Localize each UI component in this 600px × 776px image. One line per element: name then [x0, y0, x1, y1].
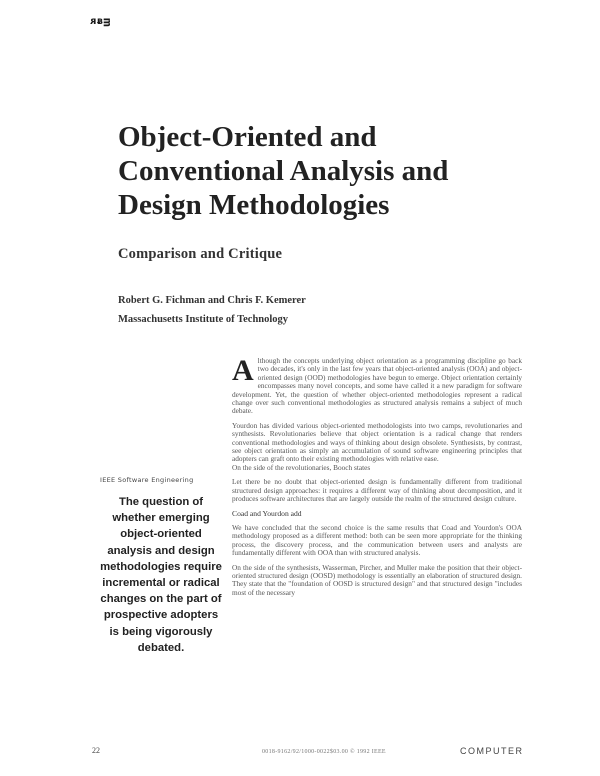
title-line: Conventional Analysis and [118, 155, 449, 187]
author-names: Robert G. Fichman and Chris F. Kemerer [118, 295, 306, 306]
block-quote: Let there be no doubt that object-oriented design is fundamentally different from traditional structured design approaches: it requires a different way of thinking about decomposition, and it produces software architectures that are largely outside the realm of the structured design culture. [232, 477, 522, 504]
footer-copyright: 0018-9162/92/1000-0022$03.00 © 1992 IEEE [262, 749, 386, 755]
corner-mark: ᴙᴃᴟ [90, 16, 111, 27]
body-paragraph [232, 354, 522, 416]
body-paragraph: On the side of the synthesists, Wasserman, Pircher, and Muller make the position that their object-oriented structured design (OOSD) methodology is essentially an elaboration of structured design. They state that the "foundation of OOSD is structured design" and that structured design "includes most of the necessary [232, 562, 522, 597]
page-number: 22 [92, 746, 100, 755]
body-column [232, 354, 522, 597]
title-line: Design Methodologies [118, 189, 390, 221]
paragraph-text: lthough the concepts underlying object orientation as a programming discipline go back two decades, it's only in the last few years that object-oriented analysis (OOA) and object-oriented design (OOD) methodologies have begun to emerge. Object orientation certainly encompasses many novel concepts, and some have called it a new paradigm for software development. Yet, the question of whether object-oriented methodologies represent a radical change over such conventional methodologies as structured analysis remains a subject of much debate. [232, 356, 522, 416]
author-affiliation: Massachusetts Institute of Technology [118, 314, 289, 325]
footer-journal: COMPUTER [460, 746, 524, 756]
article-subtitle: Comparison and Critique [118, 246, 283, 262]
pull-quote: The question of whether emerging object-oriented analysis and design methodologies require incremental or radical changes on the part of prospective adopters is being vigorously debated. [100, 496, 222, 654]
sidebar-kicker: IEEE Software Engineering [100, 476, 194, 484]
byline [118, 291, 306, 329]
drop-cap: A [232, 354, 254, 387]
body-paragraph: On the side of the revolutionaries, Booch states [232, 462, 371, 472]
body-paragraph: Coad and Yourdon add [232, 508, 302, 518]
title-line: Object-Oriented and [118, 121, 377, 153]
block-quote: We have concluded that the second choice is the same results that Coad and Yourdon's OOA methodology proposed as a different method: both can be seen more appropriate for the thinking process, the discovery process, and the communication between users and analysts are fundamentally different with OOA than with structured analysis. [232, 522, 522, 558]
body-paragraph: Yourdon has divided various object-oriented methodologists into two camps, revolutionaries and synthesists. Revolutionaries believe that object orientation is a radical change that renders conventional methodologies and ways of thinking about design obsolete. Synthesists, by contrast, see object orientation as simply an accumulation of sound software engineering principles that adopters can graft onto their existing methodologies with relative ease. [232, 420, 522, 464]
article-title [118, 120, 538, 222]
